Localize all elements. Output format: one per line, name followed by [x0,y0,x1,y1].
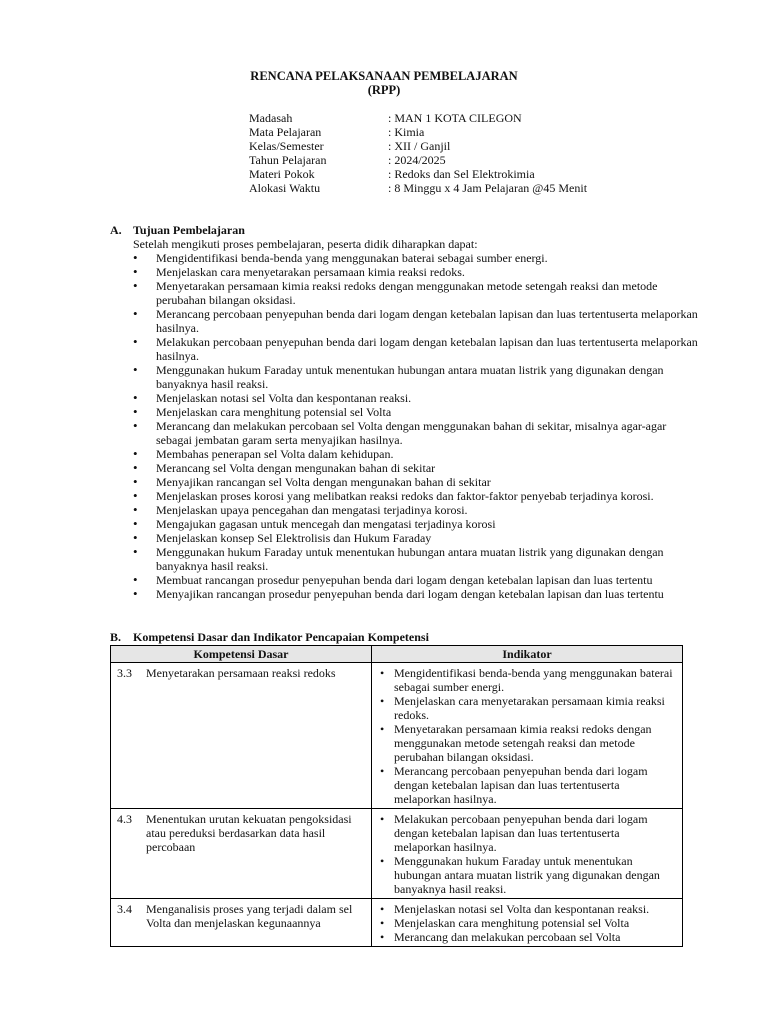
section-intro: Setelah mengikuti proses pembelajaran, peserta didik diharapkan dapat: [133,237,478,251]
kd-cell [111,663,372,809]
kd-cell [111,899,372,947]
kd-text: Menganalisis proses yang terjadi dalam sel Volta dan menjelaskan kegunaannya [146,902,353,930]
objective-item: • Merancang sel Volta dengan mengunakan bahan di sekitar [110,461,700,475]
column-header: Kompetensi Dasar [111,646,372,663]
indicator-item: • Merancang percobaan penyepuhan benda dari logam dengan ketebalan lapisan dan luas tertentuserta melaporkan hasilnya. [376,764,678,806]
objective-item: • Menggunakan hukum Faraday untuk menentukan hubungan antara muatan listrik yang digunakan dengan banyaknya hasil reaksi. [110,545,700,573]
identity-label: Madasah [249,111,293,125]
column-header: Indikator [372,646,683,663]
objective-item: • Menyajikan rancangan sel Volta dengan mengunakan bahan di sekitar [110,475,700,489]
indicator-cell [372,663,683,809]
identity-label: Materi Pokok [249,167,315,181]
indicator-item: • Melakukan percobaan penyepuhan benda dari logam dengan ketebalan lapisan dan luas tertentuserta melaporkan hasilnya. [376,812,678,854]
objective-item: • Mengajukan gagasan untuk mencegah dan mengatasi terjadinya korosi [110,517,700,531]
identity-value: : 8 Minggu x 4 Jam Pelajaran @45 Menit [388,181,588,195]
objective-item: • Membahas penerapan sel Volta dalam kehidupan. [110,447,700,461]
objective-item: • Menyajikan rancangan prosedur penyepuhan benda dari logam dengan ketebalan lapisan dan luas tertentu [110,587,700,601]
section-letter: B. [110,630,122,644]
identity-label: Kelas/Semester [249,139,324,153]
identity-row [249,167,587,181]
kd-number: 3.3 [117,666,132,680]
objective-item: • Mengidentifikasi benda-benda yang menggunakan baterai sebagai sumber energi. [110,251,700,265]
indicator-list [376,812,678,896]
table-row [111,899,683,947]
identity-block [249,111,587,195]
indicator-item: • Menjelaskan notasi sel Volta dan kespontanan reaksi. [376,902,678,916]
indicator-item: • Mengidentifikasi benda-benda yang menggunakan baterai sebagai sumber energi. [376,666,678,694]
indicator-item: • Menjelaskan cara menyetarakan persamaan kimia reaksi redoks. [376,694,678,722]
objective-item: • Melakukan percobaan penyepuhan benda dari logam dengan ketebalan lapisan dan luas tertentuserta melaporkan hasilnya. [110,335,700,363]
kd-number: 3.4 [117,902,132,916]
objective-item: • Menjelaskan cara menghitung potensial sel Volta [110,405,700,419]
indicator-list [376,666,678,806]
table-row [111,663,683,809]
competency-table [110,645,683,947]
identity-value: : 2024/2025 [388,153,446,167]
objective-item: • Menjelaskan upaya pencegahan dan mengatasi terjadinya korosi. [110,503,700,517]
section-learning-objectives [110,223,700,601]
objective-item: • Membuat rancangan prosedur penyepuhan benda dari logam dengan ketebalan lapisan dan luas tertentu [110,573,700,587]
identity-value: : Kimia [388,125,425,139]
indicator-item: • Merancang dan melakukan percobaan sel Volta [376,930,678,944]
table-row [111,809,683,899]
objectives-list [110,251,700,601]
identity-row [249,139,587,153]
section-heading [110,223,700,237]
section-competency [110,630,685,644]
indicator-cell [372,899,683,947]
identity-row [249,125,587,139]
objective-item: • Menjelaskan notasi sel Volta dan kespontanan reaksi. [110,391,700,405]
identity-label: Tahun Pelajaran [249,153,327,167]
table-header-row [111,646,683,663]
section-heading [110,630,685,644]
identity-row [249,111,587,125]
section-heading-text: Tujuan Pembelajaran [133,223,245,237]
identity-label: Alokasi Waktu [249,181,321,195]
identity-label: Mata Pelajaran [249,125,322,139]
indicator-item: • Menyetarakan persamaan kimia reaksi redoks dengan menggunakan metode setengah reaksi dan metode perubahan bilangan oksidasi. [376,722,678,764]
indicator-cell [372,809,683,899]
indicator-item: • Menggunakan hukum Faraday untuk menentukan hubungan antara muatan listrik yang digunakan dengan banyaknya hasil reaksi. [376,854,678,896]
identity-row [249,181,587,195]
identity-value: : XII / Ganjil [388,139,451,153]
objective-item: • Merancang percobaan penyepuhan benda dari logam dengan ketebalan lapisan dan luas tertentuserta melaporkan hasilnya. [110,307,700,335]
kd-cell [111,809,372,899]
identity-value: : MAN 1 KOTA CILEGON [388,111,522,125]
document-title: RENCANA PELAKSANAAN PEMBELAJARAN [250,69,518,83]
section-heading-text: Kompetensi Dasar dan Indikator Pencapaian Kompetensi [133,630,429,644]
objective-item: • Merancang dan melakukan percobaan sel Volta dengan menggunakan bahan di sekitar, misalnya agar-agar sebagai jembatan garam serta menyajikan hasilnya. [110,419,700,447]
indicator-list [376,902,678,944]
kd-text: Menentukan urutan kekuatan pengoksidasi atau pereduksi berdasarkan data hasil percobaan [146,812,352,854]
objective-item: • Menggunakan hukum Faraday untuk menentukan hubungan antara muatan listrik yang digunakan dengan banyaknya hasil reaksi. [110,363,700,391]
objective-item: • Menyetarakan persamaan kimia reaksi redoks dengan menggunakan metode setengah reaksi dan metode perubahan bilangan oksidasi. [110,279,700,307]
kd-text: Menyetarakan persamaan reaksi redoks [146,666,336,680]
document-subtitle: (RPP) [367,83,401,97]
kd-number: 4.3 [117,812,132,826]
identity-value: : Redoks dan Sel Elektrokimia [388,167,535,181]
objective-item: • Menjelaskan konsep Sel Elektrolisis dan Hukum Faraday [110,531,700,545]
objective-item: • Menjelaskan cara menyetarakan persamaan kimia reaksi redoks. [110,265,700,279]
objective-item: • Menjelaskan proses korosi yang melibatkan reaksi redoks dan faktor-faktor penyebab terjadinya korosi. [110,489,700,503]
section-letter: A. [110,223,122,237]
indicator-item: • Menjelaskan cara menghitung potensial sel Volta [376,916,678,930]
identity-row [249,153,587,167]
